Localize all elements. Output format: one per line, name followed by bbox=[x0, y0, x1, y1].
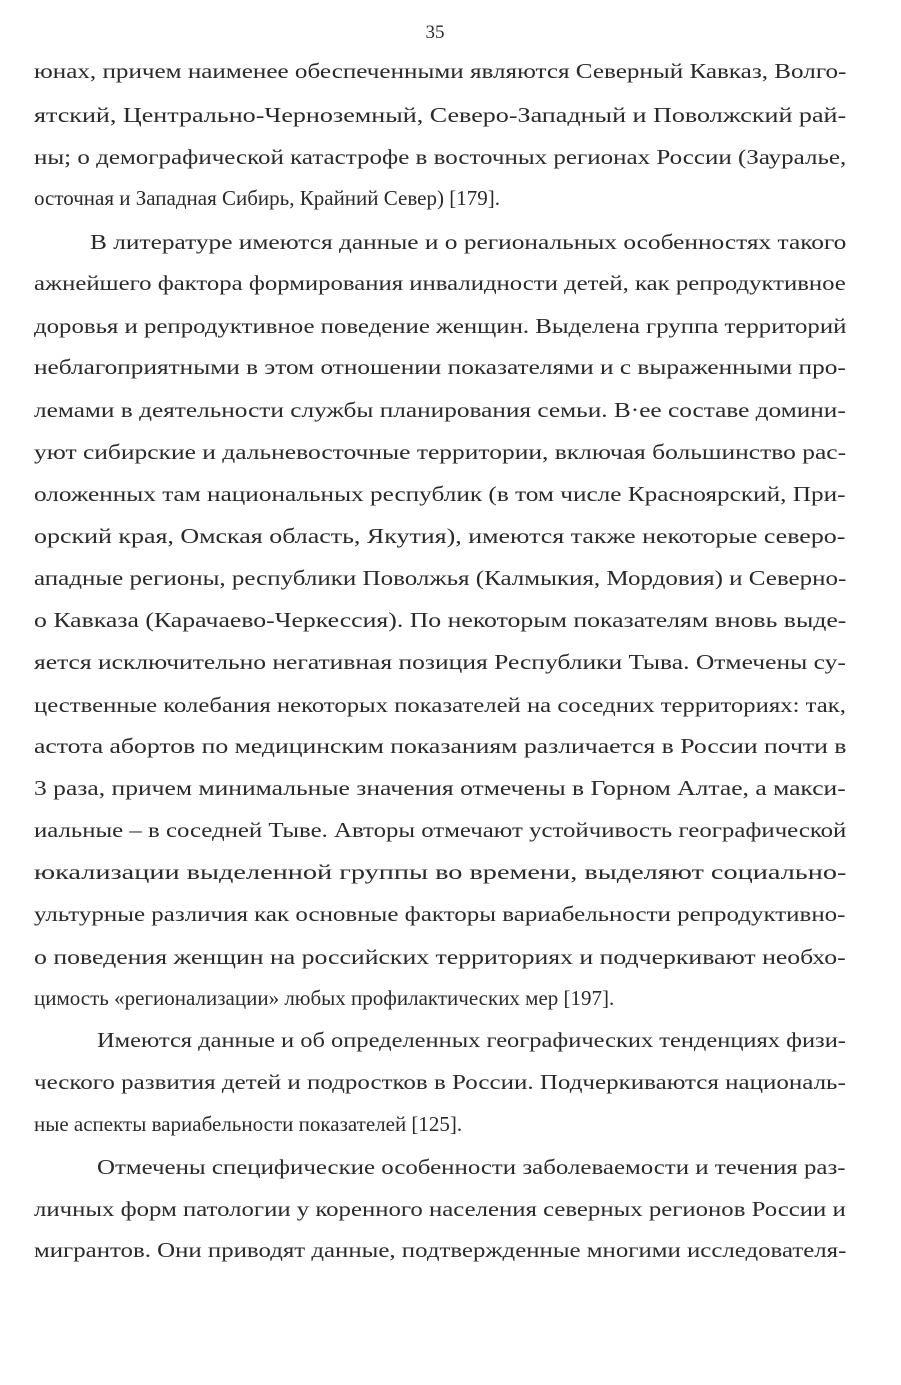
text-line: астота абортов по медицинским показаниям различается в России почти в bbox=[34, 734, 847, 758]
text-line: лемами в деятельности службы планирования семьи. В·ее составе домини- bbox=[34, 398, 846, 422]
text-line: ятский, Центрально-Черноземный, Северо-Западный и Поволжский рай- bbox=[34, 103, 847, 127]
text-line: уют сибирские и дальневосточные территории, включая большинство рас- bbox=[34, 440, 847, 464]
text-line: юнах, причем наименее обеспеченными являются Северный Кавказ, Волго- bbox=[34, 59, 847, 83]
page-number: 35 bbox=[425, 22, 445, 43]
paragraph-first-line: В литературе имеются данные и о региональных особенностях такого bbox=[90, 230, 847, 254]
text-line: орский края, Омская область, Якутия), имеются также некоторые северо- bbox=[34, 524, 846, 548]
text-line: оложенных там национальных республик (в том числе Красноярский, При- bbox=[34, 482, 846, 506]
text-line: цимость «регионализации» любых профилактических мер [197]. bbox=[34, 986, 615, 1010]
text-line: ультурные различия как основные факторы вариабельности репродуктивно- bbox=[34, 902, 846, 926]
text-line: мигрантов. Они приводят данные, подтвержденные многими исследователя- bbox=[34, 1238, 847, 1262]
text-line: ажнейшего фактора формирования инвалидности детей, как репродуктивное bbox=[34, 271, 846, 295]
text-line: о Кавказа (Карачаево-Черкессия). По некоторым показателям вновь выде- bbox=[34, 608, 847, 632]
text-line: личных форм патологии у коренного населения северных регионов России и bbox=[34, 1197, 846, 1221]
text-line: ные аспекты вариабельности показателей [125]. bbox=[34, 1112, 463, 1136]
text-line: осточная и Западная Сибирь, Крайний Север) [179]. bbox=[34, 186, 500, 210]
text-line: яется исключительно негативная позиция Республики Тыва. Отмечены су- bbox=[34, 650, 846, 674]
text-line: неблагоприятными в этом отношении показателями и с выраженными про- bbox=[34, 355, 846, 379]
text-line: 3 раза, причем минимальные значения отмечены в Горном Алтае, а макси- bbox=[34, 776, 846, 800]
paragraph-first-line: Имеются данные и об определенных географических тенденциях физи- bbox=[97, 1028, 846, 1052]
text-line: доровья и репродуктивное поведение женщин. Выделена группа территорий bbox=[34, 314, 847, 338]
text-line: ны; о демографической катастрофе в восточных регионах России (Зауралье, bbox=[34, 145, 847, 169]
text-line: иальные – в соседней Тыве. Авторы отмечают устойчивость географической bbox=[34, 818, 847, 842]
text-line: юкализации выделенной группы во времени, выделяют социально- bbox=[34, 860, 847, 884]
paragraph-first-line: Отмечены специфические особенности заболеваемости и течения раз- bbox=[97, 1155, 846, 1179]
text-line: о поведения женщин на российских территориях и подчеркивают необхо- bbox=[34, 945, 846, 969]
text-line: ческого развития детей и подростков в России. Подчеркиваются националь- bbox=[34, 1070, 846, 1094]
text-line: ападные регионы, республики Поволжья (Калмыкия, Мордовия) и Северно- bbox=[34, 566, 847, 590]
text-line: цественные колебания некоторых показателей на соседних территориях: так, bbox=[34, 693, 846, 717]
